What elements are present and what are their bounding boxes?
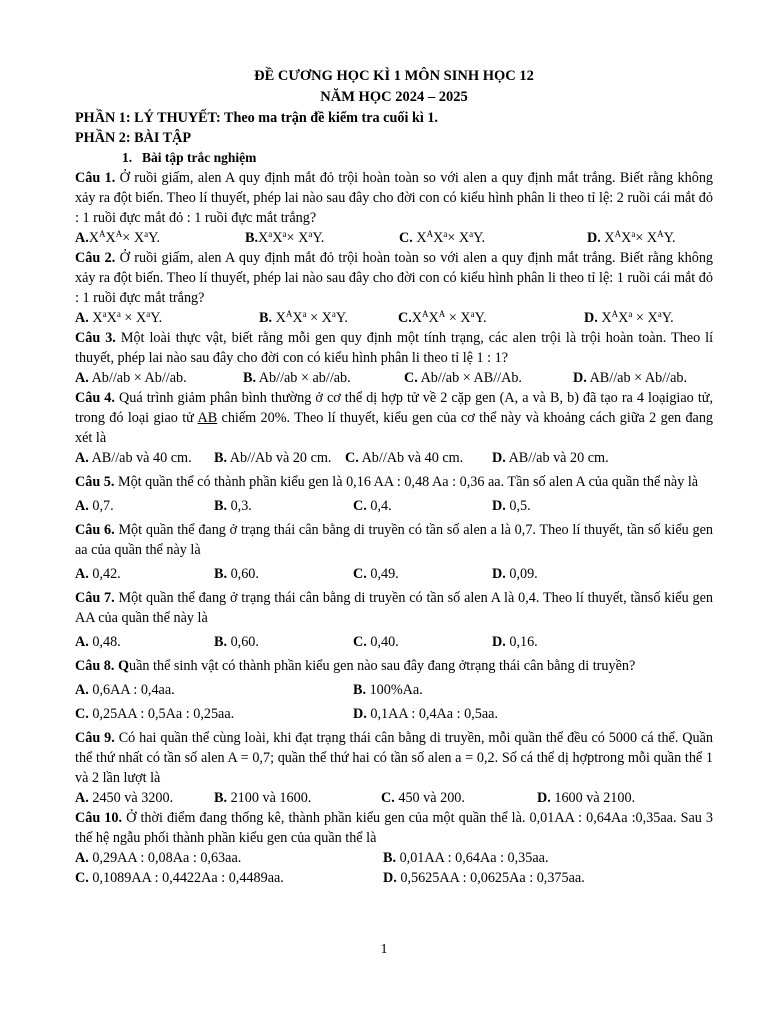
option-b	[259, 308, 348, 328]
section-heading	[75, 148, 713, 168]
question-9	[75, 728, 713, 788]
option-b	[214, 448, 331, 468]
option-c	[381, 788, 465, 808]
option-letter: A.	[75, 566, 89, 582]
option-text: $X^AX^A \times X^aY$.	[411, 309, 487, 326]
option-d	[492, 564, 538, 584]
question-label: Câu 10.	[75, 810, 123, 826]
question-label: Câu 4.	[75, 390, 115, 406]
option-text: 0,5625AA : 0,0625Aa : 0,375aa.	[400, 870, 585, 886]
option-letter: C.	[345, 450, 359, 466]
option-letter: B.	[353, 682, 367, 698]
option-d	[492, 496, 531, 516]
option-letter: A.	[75, 370, 89, 386]
option-letter: D.	[584, 310, 598, 326]
option-d	[492, 448, 609, 468]
question-text: Quá trình giảm phân bình thường ở cơ thể dị hợp tử về 2 cặp gen (A, a và B, b) đã tạo ra 4 loạigiao tử, trong đó loại giao tử	[75, 390, 713, 426]
part1-heading: PHẦN 1: LÝ THUYẾT: Theo ma trận đề kiểm tra cuối kì 1.	[75, 110, 438, 126]
option-text: 0,49.	[370, 566, 399, 582]
option-d	[584, 308, 674, 328]
question-label: Câu 5.	[75, 474, 115, 490]
option-text: 0,1089AA : 0,4422Aa : 0,4489aa.	[92, 870, 284, 886]
option-text: AB//ab và 20 cm.	[508, 450, 609, 466]
option-b	[214, 564, 259, 584]
option-text: 0,1AA : 0,4Aa : 0,5aa.	[370, 706, 499, 722]
options-q10-row1	[75, 848, 713, 868]
option-text: $X^AX^a \times X^aY$.	[275, 309, 348, 326]
option-b	[353, 680, 423, 700]
option-text: 0,5.	[509, 498, 531, 514]
option-c	[75, 704, 234, 724]
option-d	[537, 788, 635, 808]
option-text: 0,16.	[509, 634, 538, 650]
option-b	[214, 788, 311, 808]
options-q10-row2	[75, 868, 713, 888]
option-text: 0,4.	[370, 498, 392, 514]
question-5	[75, 472, 713, 492]
option-letter: D.	[587, 230, 601, 246]
option-c	[399, 228, 485, 248]
option-text: 0,29AA : 0,08Aa : 0,63aa.	[92, 850, 242, 866]
option-text: 1600 và 2100.	[554, 790, 636, 806]
option-c	[398, 308, 487, 328]
question-text: Một quần thể có thành phần kiểu gen là 0,16 AA : 0,48 Aa : 0,36 aa. Tần số alen A của quần thể này là	[117, 474, 699, 490]
option-text: AB//ab × Ab//ab.	[589, 370, 688, 386]
question-text: Ở ruồi giấm, alen A quy định mắt đỏ trội hoàn toàn so với alen a quy định mắt trắng. Biết rằng không xảy ra đột biến. Theo lí thuyết, phép lai nào sau đây cho đời con có kiểu hình phân li theo tỉ lệ: 2 ruồi cái mắt đỏ : 1 ruồi đực mắt đỏ : 1 ruồi đực mắt trắng?	[75, 170, 714, 226]
doc-title-line1: ĐỀ CƯƠNG HỌC KÌ 1 MÔN SINH HỌC 12	[254, 68, 534, 84]
option-text: Ab//ab × Ab//ab.	[91, 370, 187, 386]
option-letter: B.	[245, 230, 259, 246]
question-text: Ở ruồi giấm, alen A quy định mắt đỏ trội hoàn toàn so với alen a quy định mắt trắng. Biết rằng không xảy ra đột biến. Theo lí thuyết, phép lai nào sau đây cho đời con có kiểu hình phân li theo tỉ lệ: 1 ruồi cái mắt đỏ : 1 ruồi đực mắt trắng?	[75, 250, 714, 306]
options-q9	[75, 788, 713, 808]
section-title: Bài tập trắc nghiệm	[142, 150, 257, 165]
option-letter: C.	[399, 230, 413, 246]
option-letter: A.	[75, 310, 89, 326]
option-letter: C.	[353, 498, 367, 514]
option-letter: A.	[75, 850, 89, 866]
option-b	[214, 496, 252, 516]
option-text: 0,42.	[92, 566, 121, 582]
option-b	[383, 848, 549, 868]
option-text: Ab//Ab và 40 cm.	[361, 450, 464, 466]
option-text: 0,25AA : 0,5Aa : 0,25aa.	[92, 706, 235, 722]
option-letter: B.	[214, 498, 228, 514]
options-q8-row2	[75, 704, 713, 724]
option-a	[75, 632, 121, 652]
question-1	[75, 168, 713, 228]
option-d	[383, 868, 585, 888]
option-text: 0,6AA : 0,4aa.	[92, 682, 175, 698]
option-text: $X^AX^a\times X^aY$.	[416, 229, 486, 246]
question-text: Có hai quần thể cùng loài, khi đạt trạng thái cân bằng di truyền, mỗi quần thể đều có 5000 cá thể. Quần thể thứ nhất có tần số alen A = 0,7; quần thể thứ hai có tần số alen a = 0,2. Số cá thể dị hợptrong mỗi quần thể 1 và 2 lần lượt là	[75, 730, 714, 786]
option-text: Ab//Ab và 20 cm.	[229, 450, 332, 466]
option-letter: A.	[75, 450, 89, 466]
option-d	[492, 632, 538, 652]
option-text: 0,3.	[230, 498, 252, 514]
option-letter: C.	[398, 310, 412, 326]
question-text-cont: chiếm 20%. Theo lí thuyết, kiểu gen của cơ thể này và khoảng cách giữa 2 gen đang xét là	[75, 410, 714, 446]
question-label: Câu 9.	[75, 730, 115, 746]
option-text: 0,09.	[509, 566, 538, 582]
question-label: Câu 2.	[75, 250, 116, 266]
option-letter: B.	[243, 370, 257, 386]
option-letter: D.	[537, 790, 551, 806]
options-q1	[75, 228, 713, 248]
option-text: AB//ab và 40 cm.	[91, 450, 192, 466]
option-letter: D.	[383, 870, 397, 886]
question-3	[75, 328, 713, 368]
option-letter: B.	[259, 310, 273, 326]
option-c	[353, 632, 399, 652]
option-d	[353, 704, 498, 724]
option-text: $X^AX^A\times X^aY$.	[88, 229, 161, 246]
question-label: Câu 6.	[75, 522, 115, 538]
option-text: 0,48.	[92, 634, 121, 650]
option-text: 450 và 200.	[398, 790, 465, 806]
option-letter: A.	[75, 230, 89, 246]
option-a	[75, 308, 162, 328]
option-letter: D.	[492, 566, 506, 582]
option-letter: C.	[75, 706, 89, 722]
option-letter: A.	[75, 682, 89, 698]
options-q8-row1	[75, 680, 713, 700]
option-text: $X^AX^a \times X^aY$.	[601, 309, 674, 326]
document-content	[75, 66, 713, 888]
question-label: Câu 8. Q	[75, 658, 129, 674]
option-text: Ab//ab × AB//Ab.	[420, 370, 522, 386]
option-letter: B.	[214, 634, 228, 650]
options-q3	[75, 368, 713, 388]
option-a	[75, 228, 160, 248]
option-text: 2100 và 1600.	[230, 790, 312, 806]
option-text: 0,40.	[370, 634, 399, 650]
option-text: 2450 và 3200.	[92, 790, 174, 806]
option-letter: A.	[75, 790, 89, 806]
option-letter: C.	[404, 370, 418, 386]
question-label: Câu 7.	[75, 590, 115, 606]
option-text: $X^aX^a\times X^aY$.	[258, 229, 325, 246]
question-8	[75, 656, 713, 676]
doc-title-line2: NĂM HỌC 2024 – 2025	[320, 89, 468, 105]
question-text: Một quần thể đang ở trạng thái cân bằng di truyền có tần số alen a là 0,7. Theo lí thuyết, tần số kiểu gen aa của quần thể này là	[75, 522, 714, 558]
option-a	[75, 680, 175, 700]
underlined-gamete: AB	[197, 410, 218, 426]
option-letter: B.	[383, 850, 397, 866]
option-letter: B.	[214, 790, 228, 806]
option-text: 0,7.	[92, 498, 114, 514]
option-letter: A.	[75, 634, 89, 650]
options-q6	[75, 564, 713, 584]
question-6	[75, 520, 713, 560]
option-letter: C.	[353, 634, 367, 650]
option-a	[75, 848, 241, 868]
question-10	[75, 808, 713, 848]
option-b	[214, 632, 259, 652]
option-text: 0,01AA : 0,64Aa : 0,35aa.	[399, 850, 549, 866]
part2-heading: PHẦN 2: BÀI TẬP	[75, 130, 192, 146]
options-q4	[75, 448, 713, 468]
question-label: Câu 3.	[75, 330, 116, 346]
option-letter: A.	[75, 498, 89, 514]
option-c	[345, 448, 463, 468]
question-7	[75, 588, 713, 628]
options-q2	[75, 308, 713, 328]
option-letter: D.	[492, 450, 506, 466]
option-letter: D.	[492, 498, 506, 514]
question-label: Câu 1.	[75, 170, 116, 186]
option-a	[75, 368, 187, 388]
option-letter: C.	[353, 566, 367, 582]
question-2	[75, 248, 713, 308]
option-letter: D.	[573, 370, 587, 386]
options-q5	[75, 496, 713, 516]
option-a	[75, 496, 114, 516]
option-text: 0,60.	[230, 634, 259, 650]
option-c	[75, 868, 284, 888]
option-text: $X^AX^a\times X^AY$.	[604, 229, 676, 246]
option-letter: D.	[492, 634, 506, 650]
option-a	[75, 448, 192, 468]
option-d	[573, 368, 687, 388]
option-text: 100%Aa.	[369, 682, 423, 698]
question-text: Ở thời điểm đang thống kê, thành phần kiểu gen của một quần thể là. 0,01AA : 0,64Aa :0,35aa. Sau 3 thế hệ ngẫu phối thành phần kiểu gen của quần thể là	[75, 810, 714, 846]
option-letter: B.	[214, 566, 228, 582]
option-text: 0,60.	[230, 566, 259, 582]
option-letter: D.	[353, 706, 367, 722]
option-c	[353, 564, 399, 584]
section-number: 1.	[122, 150, 133, 165]
option-a	[75, 788, 173, 808]
option-b	[243, 368, 351, 388]
option-letter: C.	[75, 870, 89, 886]
options-q7	[75, 632, 713, 652]
question-text: uần thể sinh vật có thành phần kiểu gen nào sau đây đang ởtrạng thái cân bằng di truyền?	[129, 658, 636, 674]
option-letter: C.	[381, 790, 395, 806]
option-a	[75, 564, 121, 584]
question-text: Một loài thực vật, biết rằng mỗi gen quy định một tính trạng, các alen trội là trội hoàn toàn. Theo lí thuyết, phép lai nào sau đây cho đời con có kiểu hình phân li theo tỉ lệ 1 : 1?	[75, 330, 714, 366]
question-text: Một quần thể đang ở trạng thái cân bằng di truyền có tần số alen A là 0,4. Theo lí thuyết, tầnsố kiểu gen AA của quần thể này là	[75, 590, 713, 626]
option-text: Ab//ab × ab//ab.	[258, 370, 351, 386]
option-b	[245, 228, 324, 248]
option-text: $X^aX^a \times X^aY$.	[92, 309, 163, 326]
question-4	[75, 388, 713, 448]
option-letter: B.	[214, 450, 228, 466]
option-c	[404, 368, 522, 388]
page-number: 1	[380, 942, 388, 957]
option-c	[353, 496, 392, 516]
option-d	[587, 228, 676, 248]
